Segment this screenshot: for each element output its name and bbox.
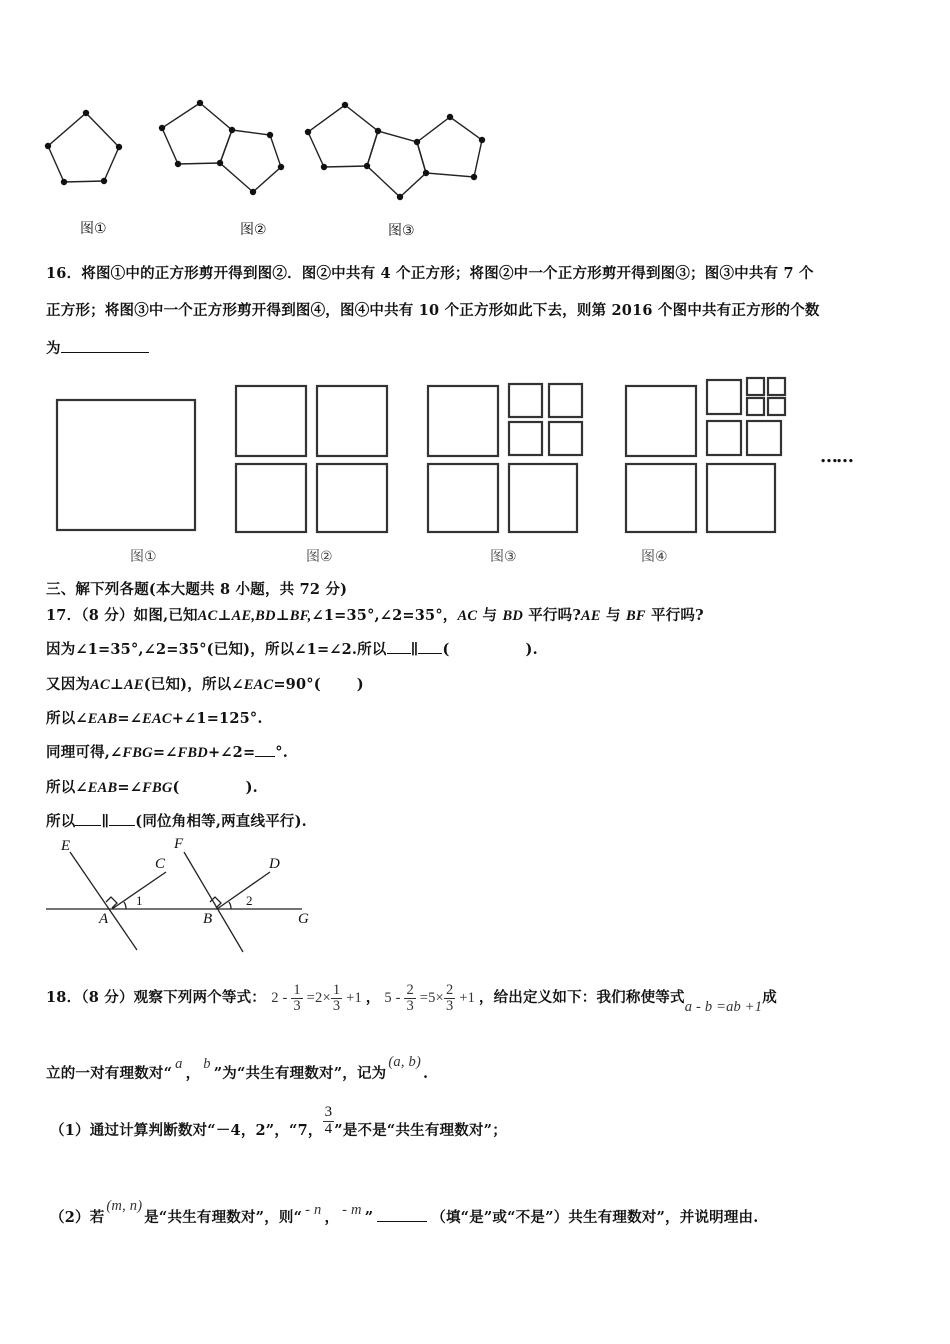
q18-neg-n: - n bbox=[305, 1202, 322, 1218]
q17-step4-d: °. bbox=[275, 744, 288, 761]
q17-step3-a: 所以∠ bbox=[46, 710, 88, 727]
q17-step1-close: ). bbox=[525, 641, 538, 658]
q17-stem-angles: ∠1=35°,∠2=35°， bbox=[311, 607, 458, 624]
q18-eq1-frac2-den: 3 bbox=[332, 998, 341, 1015]
q18-p1-b: ”是不是“共生有理数对”； bbox=[334, 1122, 507, 1139]
q17-step5-b: =∠ bbox=[117, 779, 143, 796]
q18-p2-sep: ， bbox=[324, 1209, 340, 1226]
q16-line-1: 16．将图①中的正方形剪开得到图②．图②中共有 4 个正方形；将图②中一个正方形剪开得到图③；图③中共有 7 个 bbox=[46, 265, 814, 282]
diagram-label-1: 1 bbox=[136, 893, 143, 908]
q17-step3-c: +∠1=125°. bbox=[171, 710, 263, 727]
q18-sep: ， bbox=[365, 989, 381, 1006]
q17-step4-a: 同理可得,∠ bbox=[46, 744, 123, 761]
q18-eq2-frac1 bbox=[404, 983, 415, 1014]
diagram-label-e: E bbox=[61, 838, 71, 854]
q17-stem-t4: 平行吗? bbox=[645, 607, 704, 624]
q17-stem-bf: BF bbox=[626, 608, 646, 624]
square-caption-3: 图③ bbox=[490, 549, 517, 565]
q17-step5-close: ). bbox=[245, 779, 258, 796]
q18-p2-d: （填“是”或“不是”）共生有理数对”，并说明理由. bbox=[431, 1209, 759, 1226]
q17-step2-text-c: =90°( bbox=[273, 676, 321, 693]
pentagon-caption-3: 图③ bbox=[388, 223, 415, 239]
diagram-label-f: F bbox=[174, 836, 184, 852]
q17-step4-b: =∠ bbox=[152, 744, 178, 761]
square-caption-1: 图① bbox=[130, 549, 157, 565]
q18-eq1-frac1-den: 3 bbox=[293, 998, 301, 1015]
q18-line2-sep: ， bbox=[185, 1065, 201, 1082]
diagram-label-b: B bbox=[203, 911, 213, 927]
q17-stem-t1: 与 bbox=[477, 607, 503, 624]
q17-step5-fbg: FBG bbox=[142, 780, 173, 796]
diagram-label-d: D bbox=[269, 856, 280, 872]
square-caption-2: 图② bbox=[306, 549, 333, 565]
q18-stem bbox=[46, 978, 777, 1018]
q17-stem-prefix: 17．（8 分）如图,已知 bbox=[46, 607, 198, 624]
q18-eq1-frac2 bbox=[331, 983, 342, 1014]
q18-eq2-b: =5× bbox=[415, 990, 444, 1006]
q17-step6-b: (同位角相等,两直线平行). bbox=[135, 813, 307, 830]
q18-eq1-frac2-num: 1 bbox=[332, 981, 341, 998]
q17-step4-c: +∠2= bbox=[207, 744, 256, 761]
q18-eq2 bbox=[380, 981, 478, 1015]
pentagon-caption-2: 图② bbox=[240, 222, 267, 238]
q18-line2-a: 立的一对有理数对“ bbox=[46, 1065, 173, 1082]
q17-step1-parallel: ∥ bbox=[410, 641, 419, 658]
q18-eq1-c: +1 bbox=[342, 990, 362, 1006]
q18-part-2 bbox=[50, 1198, 759, 1227]
q17-step1-open: ( bbox=[442, 641, 450, 658]
q18-eq2-a: 5 - bbox=[384, 990, 405, 1006]
q18-eq1-a: 2 - bbox=[271, 990, 292, 1006]
q18-stem-end: 成 bbox=[762, 989, 777, 1006]
diagram-label-c: C bbox=[155, 856, 166, 872]
q17-step4-fbg: FBG bbox=[122, 745, 153, 761]
q17-step2-text-a: 又因为 bbox=[46, 676, 91, 693]
q17-stem-t2: 平行吗? bbox=[523, 607, 582, 624]
q18-var-a: a bbox=[175, 1056, 183, 1072]
q18-eq2-frac1-den: 3 bbox=[406, 998, 414, 1015]
q18-eq1-frac1-num: 1 bbox=[293, 981, 301, 998]
q18-p1-frac-den: 4 bbox=[324, 1120, 333, 1137]
q18-eq2-frac2-den: 3 bbox=[445, 998, 454, 1015]
q18-eq1 bbox=[271, 981, 366, 1015]
q17-stem-ae: AE bbox=[581, 608, 601, 624]
section-3-heading: 三、解下列各题(本大题共 8 小题，共 72 分) bbox=[46, 581, 348, 598]
q17-step2-text-b: (已知)，所以∠ bbox=[143, 676, 244, 693]
q16-line-2: 正方形；将图③中一个正方形剪开得到图④，图④中共有 10 个正方形如此下去，则第 2016 个图中共有正方形的个数 bbox=[46, 302, 820, 319]
q17-step6-a: 所以 bbox=[46, 813, 76, 830]
q17-step5-a: 所以∠ bbox=[46, 779, 88, 796]
q18-eq2-frac2-num: 2 bbox=[445, 981, 454, 998]
q18-p1-frac bbox=[323, 1105, 335, 1138]
q18-eq1-frac1 bbox=[291, 983, 302, 1014]
square-ellipsis: …… bbox=[820, 446, 852, 467]
pentagon-caption-1: 图① bbox=[80, 221, 107, 237]
diagram-label-g: G bbox=[298, 911, 309, 927]
q18-neg-m: - m bbox=[342, 1202, 362, 1218]
q18-p2-b: 是“共生有理数对”，则“ bbox=[144, 1209, 303, 1226]
q18-p1-frac-num: 3 bbox=[324, 1103, 333, 1120]
q17-step5-eab: EAB bbox=[87, 780, 118, 796]
q18-pair-mn: (m, n) bbox=[106, 1198, 143, 1214]
diagram-label-a: A bbox=[99, 911, 109, 927]
q18-p1-a: （1）通过计算判断数对“－4，2”，“7， bbox=[50, 1122, 323, 1139]
q18-line2-b: ”为“共生有理数对”，记为 bbox=[213, 1065, 387, 1082]
q17-step3-b: =∠ bbox=[117, 710, 143, 727]
q18-part-1 bbox=[50, 1103, 507, 1154]
q18-p2-blank[interactable] bbox=[377, 1221, 427, 1222]
q18-var-b: b bbox=[203, 1056, 211, 1072]
q16-prefix: 为 bbox=[46, 340, 61, 357]
q17-step3-eab: EAB bbox=[87, 711, 118, 727]
q18-eq1-b: =2× bbox=[302, 990, 331, 1006]
q17-stem-bd: BD bbox=[502, 608, 523, 624]
diagram-label-2: 2 bbox=[246, 893, 253, 908]
q18-stem-prefix: 18．（8 分）观察下列两个等式： bbox=[46, 989, 266, 1006]
q18-pair-ab: (a, b) bbox=[388, 1054, 421, 1070]
q18-eq2-c: +1 bbox=[455, 990, 476, 1006]
q17-step4-fbd: FBD bbox=[177, 745, 208, 761]
q18-eq2-frac1-num: 2 bbox=[406, 981, 414, 998]
q17-step1-text: 因为∠1=35°,∠2=35°(已知)，所以∠1=∠2.所以 bbox=[46, 641, 387, 658]
q17-step2-math: AC⊥AE bbox=[90, 677, 144, 693]
q18-stem-mid: ，给出定义如下：我们称使等式 bbox=[478, 989, 685, 1006]
q18-p2-c: ” bbox=[364, 1209, 374, 1226]
q18-line2-end: . bbox=[422, 1065, 429, 1082]
q17-stem-math1: AC⊥AE,BD⊥BF, bbox=[197, 608, 312, 624]
q18-line-2 bbox=[46, 1054, 429, 1083]
q18-p2-a: （2）若 bbox=[50, 1209, 105, 1226]
q17-stem-t3: 与 bbox=[600, 607, 626, 624]
q18-eq2-frac2 bbox=[444, 983, 455, 1014]
square-caption-4: 图④ bbox=[641, 549, 668, 565]
q17-step2-close: ) bbox=[356, 676, 364, 693]
q17-step6-parallel: ∥ bbox=[101, 813, 110, 830]
q18-definition-equation: a - b =ab +1 bbox=[684, 999, 763, 1015]
q17-step2-eac: EAC bbox=[243, 677, 274, 693]
q17-stem-ac: AC bbox=[457, 608, 478, 624]
q17-step5-open: ( bbox=[172, 779, 180, 796]
q17-step3-eac: EAC bbox=[142, 711, 172, 727]
